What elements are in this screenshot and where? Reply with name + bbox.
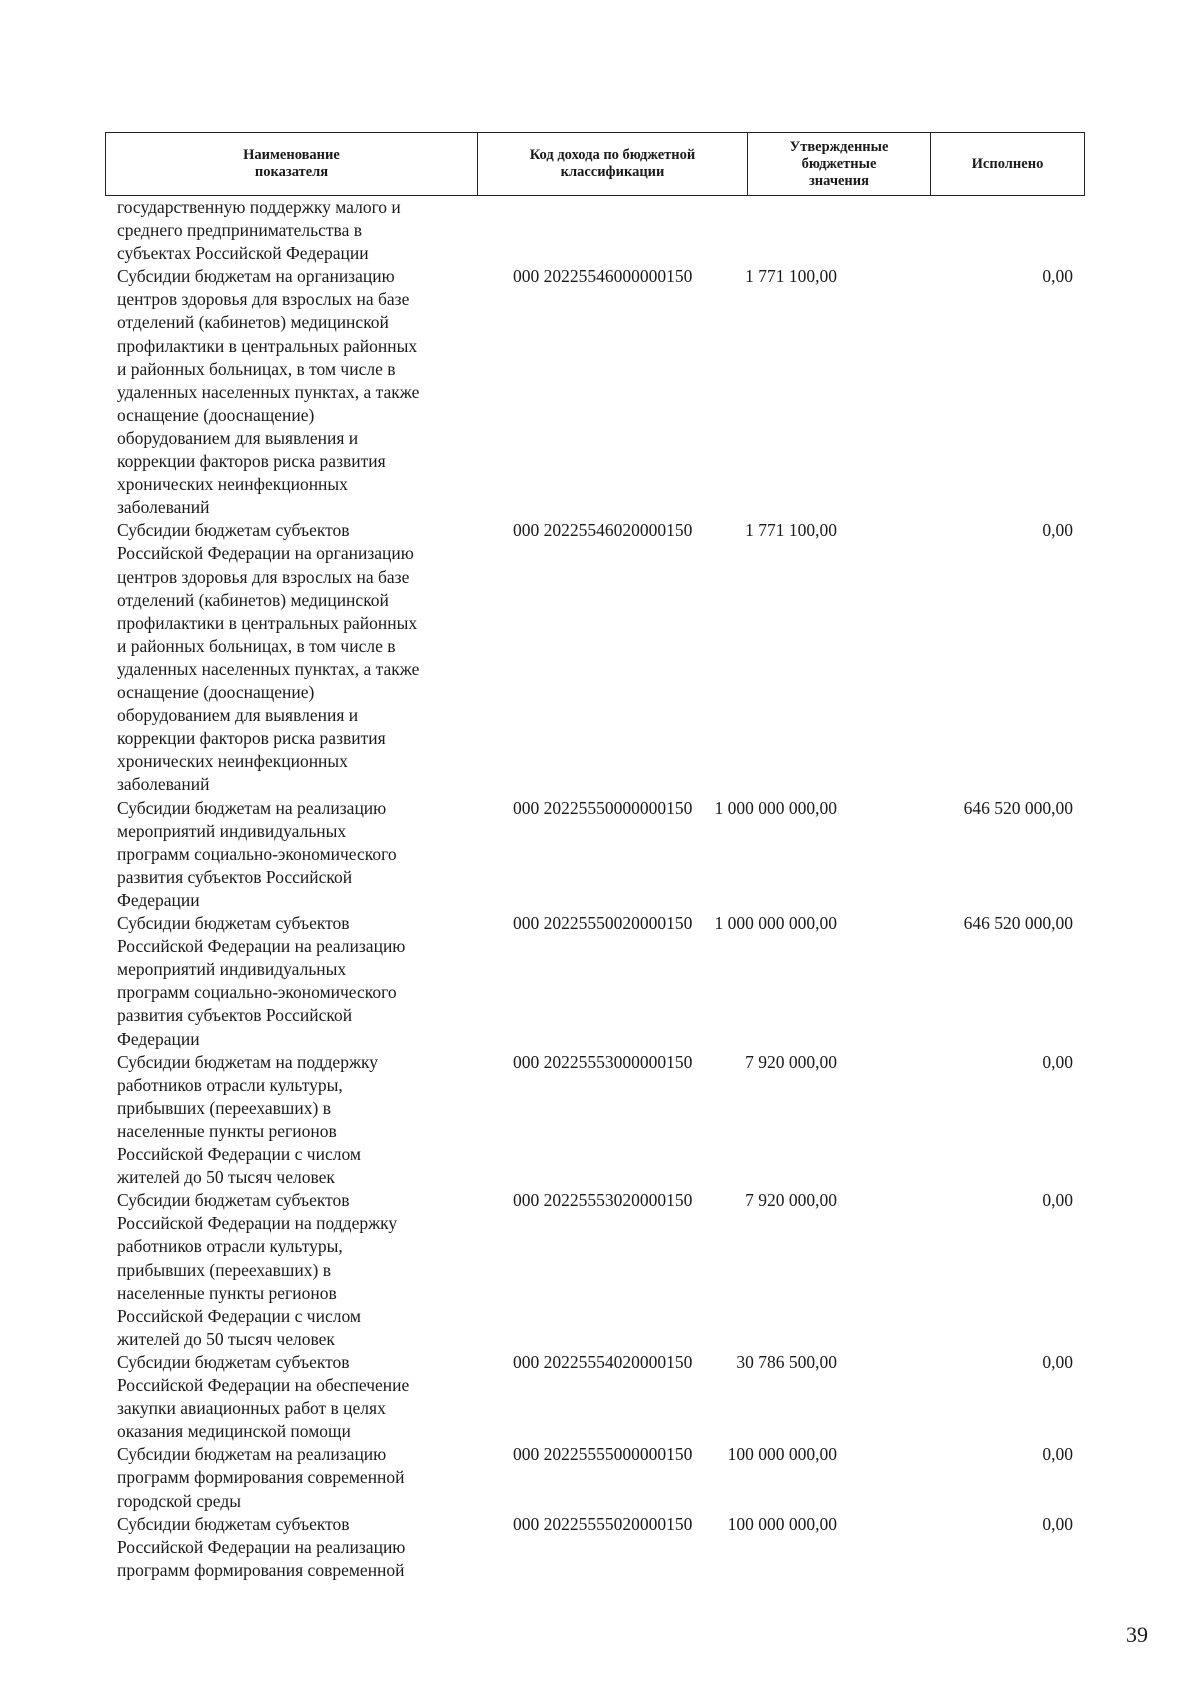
table-row xyxy=(105,1513,1085,1582)
header-name-column: Наименование показателя xyxy=(106,133,478,195)
row-code-cell: 000 20225553000000150 xyxy=(513,1051,693,1072)
table-row xyxy=(105,265,1085,519)
row-executed-cell: 0,00 xyxy=(1042,1351,1073,1372)
row-name-cell: Субсидии бюджетам субъектов Российской Федерации на реализацию мероприятий индивидуальных программ социально-экономического развития субъектов Российской Федерации xyxy=(117,913,406,1049)
table-row xyxy=(105,1189,1085,1351)
table-row xyxy=(105,797,1085,913)
row-executed-cell: 646 520 000,00 xyxy=(963,913,1073,934)
row-name-cell: Субсидии бюджетам субъектов Российской Федерации на обеспечение закупки авиационных работ в целях оказания медицинской помощи xyxy=(117,1351,410,1442)
table-body xyxy=(105,196,1085,1582)
row-name-cell: Субсидии бюджетам на организацию центров здоровья для взрослых на базе отделений (кабинетов) медицинской профилактики в центральных районных и районных больницах, в том числе в удаленных населенных пунктах, а также оснащение (дооснащение) оборудованием для выявления и коррекции факторов риска развития хронических неинфекционных заболеваний xyxy=(117,266,420,518)
table-row xyxy=(105,196,1085,265)
row-name-cell: Субсидии бюджетам субъектов Российской Федерации на организацию центров здоровья для взрослых на базе отделений (кабинетов) медицинской профилактики в центральных районных и районных больницах, в том числе в удаленных населенных пунктах, а также оснащение (дооснащение) оборудованием для выявления и коррекции факторов риска развития хронических неинфекционных заболеваний xyxy=(117,520,420,795)
row-code-cell: 000 20225553020000150 xyxy=(513,1190,693,1211)
page-number: 39 xyxy=(1126,1622,1148,1647)
row-approved-cell: 1 000 000 000,00 xyxy=(714,797,837,818)
row-name-cell: государственную поддержку малого и среднего предпринимательства в субъектах Российской Федерации xyxy=(117,197,401,264)
row-approved-cell: 7 920 000,00 xyxy=(745,1190,837,1211)
row-executed-cell: 0,00 xyxy=(1042,1190,1073,1211)
table-header xyxy=(105,132,1085,196)
row-code-cell: 000 20225550020000150 xyxy=(513,913,693,934)
row-executed-cell: 0,00 xyxy=(1042,1444,1073,1465)
row-name-cell: Субсидии бюджетам на реализацию мероприятий индивидуальных программ социально-экономического развития субъектов Российской Федерации xyxy=(117,797,397,910)
row-name-cell: Субсидии бюджетам субъектов Российской Федерации на поддержку работников отрасли культуры, прибывших (переехавших) в населенные пункты регионов Российской Федерации с числом жителей до 50 тысяч человек xyxy=(117,1190,398,1349)
row-approved-cell: 100 000 000,00 xyxy=(727,1513,837,1534)
row-name-cell: Субсидии бюджетам субъектов Российской Федерации на реализацию программ формирования современной xyxy=(117,1513,406,1580)
table-row xyxy=(105,1051,1085,1190)
row-approved-cell: 1 771 100,00 xyxy=(745,520,837,541)
table-row xyxy=(105,1351,1085,1443)
row-approved-cell: 1 771 100,00 xyxy=(745,266,837,287)
row-executed-cell: 0,00 xyxy=(1042,1513,1073,1534)
row-name-cell: Субсидии бюджетам на поддержку работников отрасли культуры, прибывших (переехавших) в населенные пункты регионов Российской Федерации с числом жителей до 50 тысяч человек xyxy=(117,1051,379,1188)
row-code-cell: 000 20225550000000150 xyxy=(513,797,693,818)
row-code-cell: 000 20225554020000150 xyxy=(513,1351,693,1372)
table-row xyxy=(105,519,1085,796)
row-approved-cell: 100 000 000,00 xyxy=(727,1444,837,1465)
header-approved-column: Утвержденные бюджетные значения xyxy=(748,133,931,195)
row-code-cell: 000 20225546020000150 xyxy=(513,520,693,541)
header-code-column: Код дохода по бюджетной классификации xyxy=(478,133,748,195)
row-approved-cell: 1 000 000 000,00 xyxy=(714,913,837,934)
row-approved-cell: 7 920 000,00 xyxy=(745,1051,837,1072)
row-executed-cell: 0,00 xyxy=(1042,1051,1073,1072)
table-row xyxy=(105,912,1085,1051)
header-executed-column: Исполнено xyxy=(971,155,1044,172)
row-code-cell: 000 20225546000000150 xyxy=(513,266,693,287)
row-approved-cell: 30 786 500,00 xyxy=(736,1351,837,1372)
row-executed-cell: 0,00 xyxy=(1042,266,1073,287)
table-row xyxy=(105,1443,1085,1512)
row-name-cell: Субсидии бюджетам на реализацию программ формирования современной городской среды xyxy=(117,1444,405,1511)
row-code-cell: 000 20225555000000150 xyxy=(513,1444,693,1465)
row-executed-cell: 646 520 000,00 xyxy=(963,797,1073,818)
row-code-cell: 000 20225555020000150 xyxy=(513,1513,693,1534)
row-executed-cell: 0,00 xyxy=(1042,520,1073,541)
